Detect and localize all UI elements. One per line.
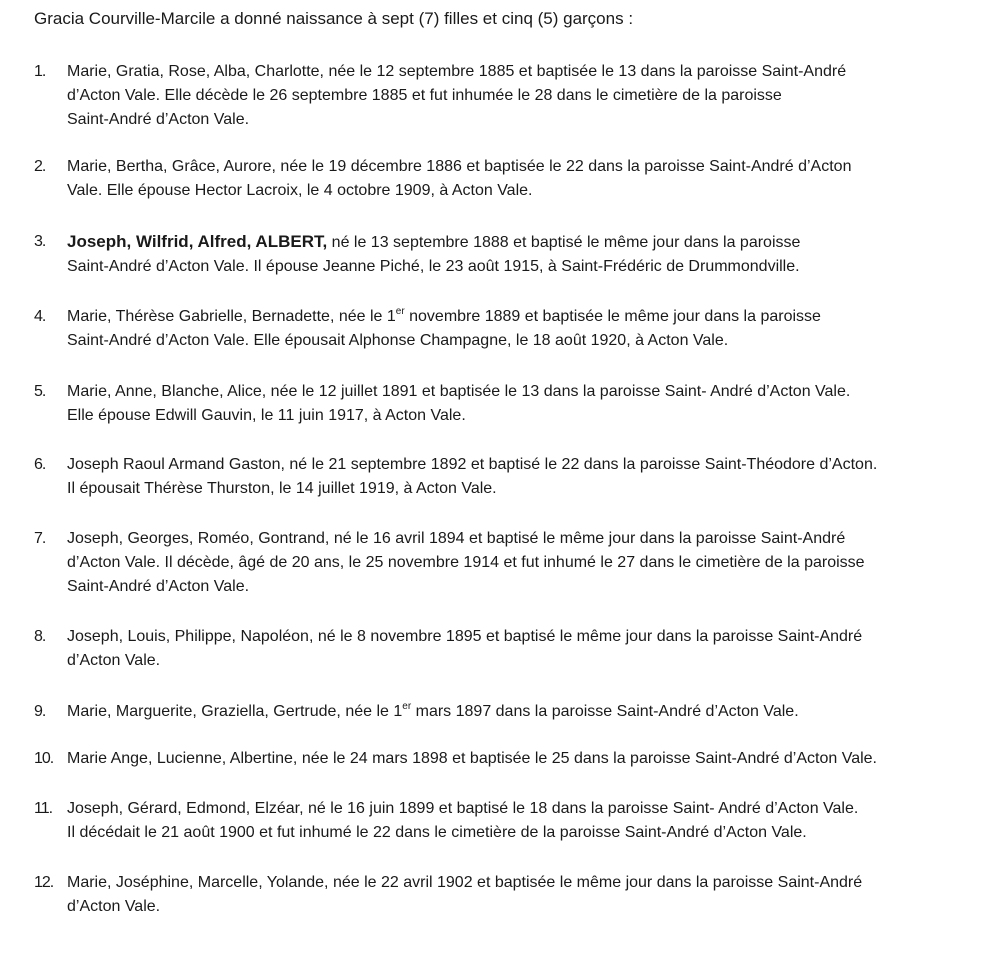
item-number: 9.	[34, 703, 46, 720]
list-item	[34, 747, 984, 771]
item-number: 1.	[34, 63, 46, 80]
item-line: Saint-André d’Acton Vale.	[67, 111, 250, 128]
item-line: Saint-André d’Acton Vale.	[67, 578, 250, 595]
item-number: 3.	[34, 233, 46, 250]
item-number: 12.	[34, 874, 54, 891]
item-line	[67, 700, 982, 724]
item-number: 10.	[34, 750, 54, 767]
list-item	[34, 380, 984, 428]
ordinal-superscript: er	[402, 700, 412, 712]
item-line: d’Acton Vale. Il décède, âgé de 20 ans, le 25 novembre 1914 et fut inhumé le 27 dans le cimetière de la paroisse	[67, 554, 865, 571]
list-item	[34, 625, 984, 673]
item-line: Marie Ange, Lucienne, Albertine, née le 24 mars 1898 et baptisée le 25 dans la paroisse Saint-André d’Acton Vale.	[67, 750, 877, 767]
item-number: 2.	[34, 158, 46, 175]
person-name-bold: Joseph, Wilfrid, Alfred, ALBERT,	[67, 232, 328, 251]
item-line: Marie, Joséphine, Marcelle, Yolande, née le 22 avril 1902 et baptisée le même jour dans la paroisse Saint-André	[67, 874, 863, 891]
list-item	[34, 700, 984, 724]
item-line: Joseph, Gérard, Edmond, Elzéar, né le 16 juin 1899 et baptisé le 18 dans la paroisse Saint- André d’Acton Vale.	[67, 800, 859, 817]
list-item	[34, 527, 984, 599]
item-line: Saint-André d’Acton Vale. Elle épousait Alphonse Champagne, le 18 août 1920, à Acton Vale.	[67, 332, 729, 349]
item-text: Marie, Marguerite, Graziella, Gertrude, née le 1	[67, 703, 403, 720]
list-item	[34, 60, 984, 132]
list-item	[34, 871, 984, 919]
item-number: 6.	[34, 456, 46, 473]
item-line: Joseph, Georges, Roméo, Gontrand, né le 16 avril 1894 et baptisé le même jour dans la paroisse Saint-André	[67, 530, 846, 547]
list-item	[34, 305, 984, 353]
list-item	[34, 230, 984, 279]
list-item	[34, 453, 984, 501]
item-line	[67, 305, 982, 329]
item-text: Marie, Thérèse Gabrielle, Bernadette, née le 1	[67, 308, 396, 325]
item-text: novembre 1889 et baptisée le même jour dans la paroisse	[404, 308, 821, 325]
item-line: Joseph, Louis, Philippe, Napoléon, né le 8 novembre 1895 et baptisé le même jour dans la paroisse Saint-André	[67, 628, 863, 645]
item-number: 8.	[34, 628, 46, 645]
list-item	[34, 797, 984, 845]
list-item	[34, 155, 984, 203]
item-text: né le 13 septembre 1888 et baptisé le même jour dans la paroisse	[327, 234, 801, 251]
item-line: Joseph Raoul Armand Gaston, né le 21 septembre 1892 et baptisé le 22 dans la paroisse Saint-Théodore d’Acton.	[67, 456, 878, 473]
item-number: 5.	[34, 383, 46, 400]
item-line: Il décédait le 21 août 1900 et fut inhumé le 22 dans le cimetière de la paroisse Saint-André d’Acton Vale.	[67, 824, 807, 841]
item-line: Vale. Elle épouse Hector Lacroix, le 4 octobre 1909, à Acton Vale.	[67, 182, 533, 199]
item-line: Il épousait Thérèse Thurston, le 14 juillet 1919, à Acton Vale.	[67, 480, 497, 497]
item-line: Marie, Bertha, Grâce, Aurore, née le 19 décembre 1886 et baptisée le 22 dans la paroisse Saint-André d’Acton	[67, 158, 852, 175]
item-line: d’Acton Vale.	[67, 652, 161, 669]
item-text: mars 1897 dans la paroisse Saint-André d’Acton Vale.	[411, 703, 799, 720]
item-line: d’Acton Vale. Elle décède le 26 septembre 1885 et fut inhumée le 28 dans le cimetière de la paroisse	[67, 87, 782, 104]
item-line: Marie, Gratia, Rose, Alba, Charlotte, née le 12 septembre 1885 et baptisée le 13 dans la paroisse Saint-André	[67, 63, 847, 80]
item-line: Saint-André d’Acton Vale. Il épouse Jeanne Piché, le 23 août 1915, à Saint-Frédéric de Drummondville.	[67, 258, 800, 275]
item-line: Marie, Anne, Blanche, Alice, née le 12 juillet 1891 et baptisée le 13 dans la paroisse Saint- André d’Acton Vale.	[67, 383, 851, 400]
item-number: 7.	[34, 530, 46, 547]
item-line	[67, 230, 982, 255]
document-intro: Gracia Courville-Marcile a donné naissance à sept (7) filles et cinq (5) garçons :	[34, 9, 634, 28]
item-number: 4.	[34, 308, 46, 325]
item-line: d’Acton Vale.	[67, 898, 161, 915]
item-number: 11.	[34, 800, 53, 817]
ordinal-superscript: er	[395, 305, 405, 317]
item-line: Elle épouse Edwill Gauvin, le 11 juin 1917, à Acton Vale.	[67, 407, 466, 424]
